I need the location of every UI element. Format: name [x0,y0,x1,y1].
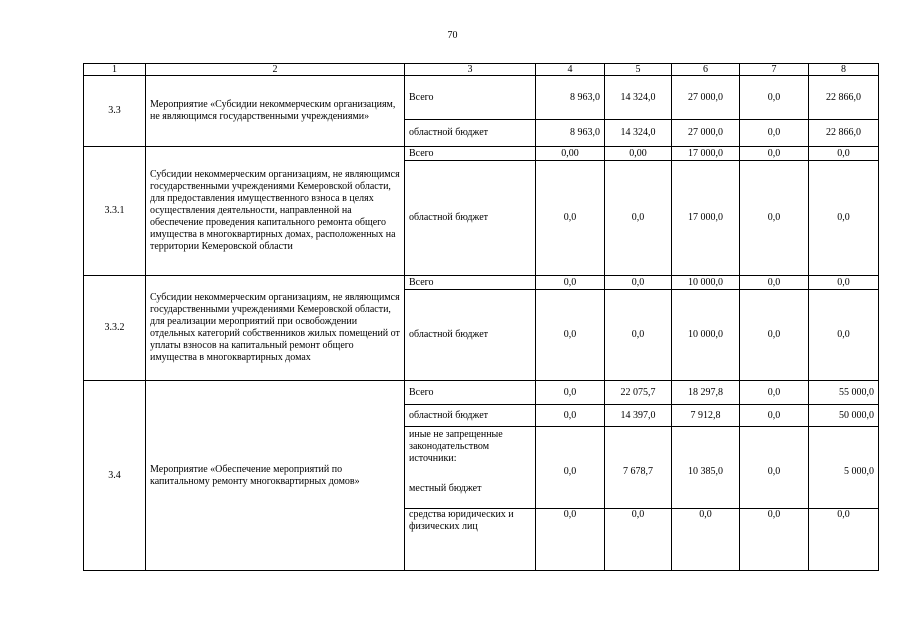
budget-table [83,63,879,571]
value-cell: 0,0 [740,76,809,120]
table-row [84,147,879,161]
header-cell: 6 [672,64,740,76]
value-cell: 0,0 [740,147,809,161]
source-cell: областной бюджет [405,405,536,427]
value-cell: 0,0 [536,427,605,509]
value-cell: 17 000,0 [672,147,740,161]
source-cell [405,427,536,509]
value-cell: 14 397,0 [605,405,672,427]
value-cell: 0,0 [740,381,809,405]
value-cell: 0,0 [740,120,809,147]
value-cell: 0,0 [605,276,672,290]
page-number: 70 [447,30,458,41]
value-cell: 50 000,0 [809,405,879,427]
source-group-label: иные не запрещенные законодательством источники: [409,429,503,464]
value-cell: 14 324,0 [605,120,672,147]
value-cell: 22 075,7 [605,381,672,405]
value-cell: 0,0 [740,427,809,509]
row-number: 3.3 [84,76,146,147]
source-cell: Всего [405,147,536,161]
value-cell: 27 000,0 [672,120,740,147]
value-cell: 0,0 [809,509,879,571]
value-cell: 18 297,8 [672,381,740,405]
source-label: местный бюджет [409,483,482,494]
value-cell: 55 000,0 [809,381,879,405]
value-cell: 0,0 [809,161,879,276]
value-cell: 0,0 [740,290,809,381]
value-cell: 0,0 [809,290,879,381]
value-cell: 0,0 [740,509,809,571]
value-cell: 0,0 [605,509,672,571]
row-description: Мероприятие «Обеспечение мероприятий по капитальному ремонту многоквартирных домов» [146,381,405,571]
value-cell: 7 678,7 [605,427,672,509]
value-cell: 27 000,0 [672,76,740,120]
value-cell: 0,0 [605,161,672,276]
value-cell: 22 866,0 [809,120,879,147]
value-cell: 8 963,0 [536,76,605,120]
value-cell: 0,0 [536,381,605,405]
table-row [84,381,879,405]
header-cell: 4 [536,64,605,76]
value-cell: 0,0 [740,405,809,427]
header-cell: 5 [605,64,672,76]
value-cell: 10 000,0 [672,276,740,290]
source-cell: средства юридических и физических лиц [405,509,536,571]
value-cell: 0,0 [809,276,879,290]
row-number: 3.4 [84,381,146,571]
header-cell: 1 [84,64,146,76]
source-cell: Всего [405,76,536,120]
value-cell: 0,0 [536,290,605,381]
source-cell: Всего [405,381,536,405]
value-cell: 14 324,0 [605,76,672,120]
table-row [84,76,879,120]
value-cell: 0,0 [740,276,809,290]
value-cell: 0,0 [740,161,809,276]
value-cell: 0,00 [536,147,605,161]
value-cell: 0,0 [536,405,605,427]
table-row [84,276,879,290]
value-cell: 0,0 [536,509,605,571]
value-cell: 5 000,0 [809,427,879,509]
source-cell: областной бюджет [405,120,536,147]
value-cell: 0,0 [605,290,672,381]
header-cell: 2 [146,64,405,76]
row-description: Субсидии некоммерческим организациям, не являющимся государственными учреждениями Кемеровской области, для предоставления имущественного взноса в целях осуществления деятельности, направленной на обеспечение проведения капитального ремонта общего имущества в многоквартирных домах, расположенных на территории Кемеровской области [146,147,405,276]
source-cell: областной бюджет [405,161,536,276]
source-cell: областной бюджет [405,290,536,381]
row-description: Субсидии некоммерческим организациям, не являющимся государственными учреждениями Кемеровской области, для реализации мероприятий при освобождении отдельных категорий собственников жилых помещений от уплаты взносов на капитальный ремонт общего имущества в многоквартирных домах [146,276,405,381]
row-description: Мероприятие «Субсидии некоммерческим организациям, не являющимся государственными учреждениями» [146,76,405,147]
header-cell: 7 [740,64,809,76]
header-row [84,64,879,76]
value-cell: 0,00 [605,147,672,161]
source-cell: Всего [405,276,536,290]
value-cell: 22 866,0 [809,76,879,120]
value-cell: 0,0 [672,509,740,571]
value-cell: 0,0 [536,161,605,276]
value-cell: 8 963,0 [536,120,605,147]
header-cell: 3 [405,64,536,76]
value-cell: 10 000,0 [672,290,740,381]
row-number: 3.3.1 [84,147,146,276]
value-cell: 0,0 [536,276,605,290]
value-cell: 10 385,0 [672,427,740,509]
value-cell: 0,0 [809,147,879,161]
value-cell: 7 912,8 [672,405,740,427]
row-number: 3.3.2 [84,276,146,381]
value-cell: 17 000,0 [672,161,740,276]
header-cell: 8 [809,64,879,76]
